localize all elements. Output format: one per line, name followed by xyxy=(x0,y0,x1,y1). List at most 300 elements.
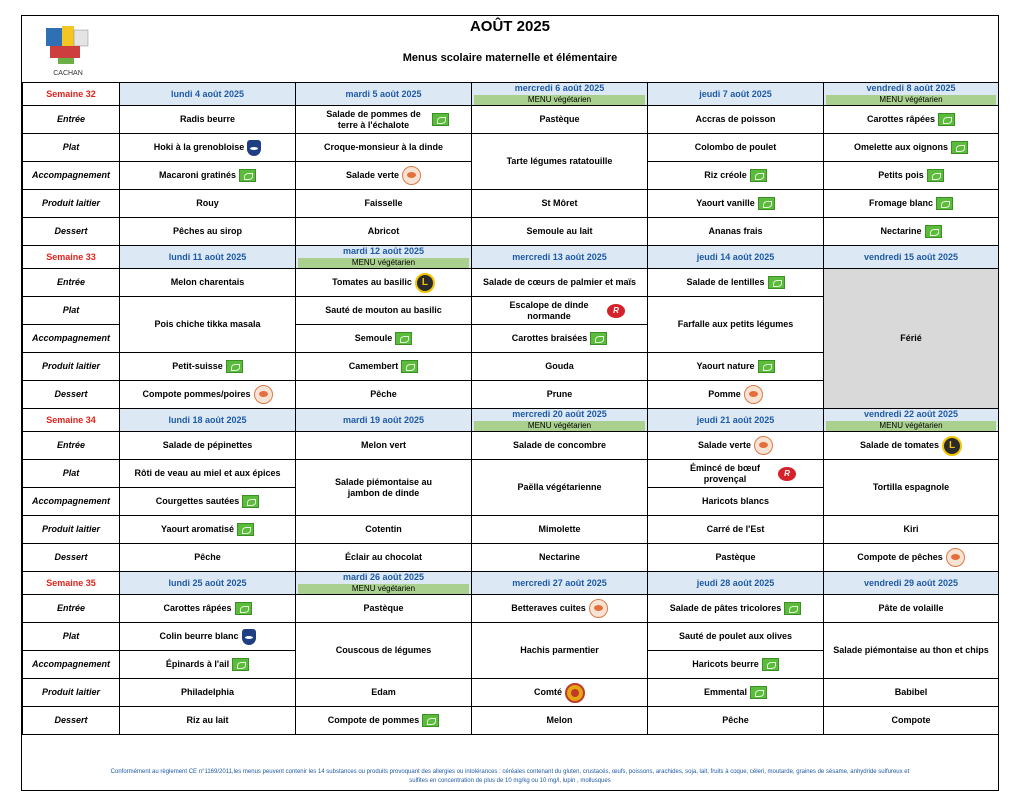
produit-laitier-row xyxy=(23,679,999,707)
menu-cell xyxy=(648,651,824,679)
week-label: Semaine 35 xyxy=(23,572,120,595)
footnote-line-1: Conformément au règlement CE n°1169/2011,les menus peuvent contenir les 14 substances ou produits provoquant des allergies ou intolérances : céréales contenant du gluten, crustacés, œufs, poissons, arachides, soja, lait, fruits à coque, céleri, moutarde, graines de sésame, anhydride sulfureux et xyxy=(110,769,910,775)
dish-name: Compote de pêches xyxy=(857,552,943,562)
dish-name: Comté xyxy=(533,687,562,697)
week-label: Semaine 33 xyxy=(23,246,120,269)
menu-cell xyxy=(296,353,472,381)
dish-name: Nectarine xyxy=(538,552,581,562)
menu-cell xyxy=(824,460,999,516)
dish-name: Salade piémontaise au thon et chips xyxy=(833,645,989,655)
day-header xyxy=(296,246,472,269)
row-label-produit-laitier: Produit laitier xyxy=(23,190,120,218)
plat-row xyxy=(23,460,999,488)
dish-name: Nectarine xyxy=(880,226,922,236)
week-header-row xyxy=(23,83,999,106)
menu-cell xyxy=(824,516,999,544)
dish-name: Yaourt nature xyxy=(696,361,755,371)
menu-cell xyxy=(824,432,999,460)
dish-name: Petit-suisse xyxy=(172,361,223,371)
plat-row xyxy=(23,623,999,651)
menu-cell xyxy=(648,595,824,623)
menu-cell xyxy=(648,623,824,651)
day-header xyxy=(648,246,824,269)
dish-name: Melon charentais xyxy=(170,277,245,287)
day-title: jeudi 14 août 2025 xyxy=(696,251,775,262)
aop-seal-icon xyxy=(565,683,585,703)
day-title: mercredi 27 août 2025 xyxy=(512,577,607,588)
menu-cell xyxy=(120,134,296,162)
vegetarian-menu-banner: MENU végétarien xyxy=(298,258,469,268)
day-header xyxy=(648,409,824,432)
menu-cell xyxy=(472,432,648,460)
dish-name: Salade piémontaise au jambon de dinde xyxy=(334,476,433,498)
dish-name: Hachis parmentier xyxy=(520,645,599,655)
dish-name: Escalope de dinde normande xyxy=(509,299,589,321)
local-product-icon xyxy=(402,166,421,185)
day-header xyxy=(472,409,648,432)
week-label: Semaine 32 xyxy=(23,83,120,106)
day-header xyxy=(824,409,999,432)
menu-cell xyxy=(824,190,999,218)
bio-leaf-icon xyxy=(242,495,259,508)
row-label-dessert: Dessert xyxy=(23,544,120,572)
row-label-dessert: Dessert xyxy=(23,381,120,409)
entree-row xyxy=(23,595,999,623)
dish-name: Pêche xyxy=(194,552,221,562)
day-title: vendredi 29 août 2025 xyxy=(863,577,959,588)
menu-cell xyxy=(824,106,999,134)
dish-name: Betteraves cuites xyxy=(511,603,586,613)
entree-row xyxy=(23,106,999,134)
label-rouge-icon: R xyxy=(778,467,796,481)
dish-name: Melon vert xyxy=(360,440,406,450)
menu-cell xyxy=(824,623,999,679)
bio-leaf-icon xyxy=(432,113,449,126)
dish-name: Couscous de légumes xyxy=(335,645,432,655)
vegetarian-menu-banner: MENU végétarien xyxy=(474,95,645,105)
menu-cell xyxy=(648,297,824,353)
row-label-entree: Entrée xyxy=(23,106,120,134)
menu-cell xyxy=(296,325,472,353)
menu-cell xyxy=(296,269,472,297)
footnote-line-2: sulfites en concentration de plus de 10 mg/kg ou 10 mg/l, lupin , mollusques xyxy=(409,778,611,784)
vegetarian-menu-banner: MENU végétarien xyxy=(826,421,996,431)
menu-cell xyxy=(824,218,999,246)
menu-cell xyxy=(296,106,472,134)
menu-cell xyxy=(120,353,296,381)
menu-cell xyxy=(824,707,999,735)
day-header xyxy=(824,83,999,106)
dish-name: Salade verte xyxy=(345,170,400,180)
menu-cell xyxy=(648,353,824,381)
dish-name: Hoki à la grenobloise xyxy=(153,142,245,152)
menu-cell xyxy=(120,460,296,488)
bio-leaf-icon xyxy=(925,225,942,238)
dish-name: Pomme xyxy=(708,389,741,399)
dish-name: Fromage blanc xyxy=(868,198,933,208)
local-product-icon xyxy=(589,599,608,618)
menu-cell xyxy=(296,544,472,572)
entree-row xyxy=(23,269,999,297)
menu-cell xyxy=(472,679,648,707)
row-label-accompagnement: Accompagnement xyxy=(23,325,120,353)
menu-cell xyxy=(472,269,648,297)
dish-name: Pastèque xyxy=(539,114,580,124)
dish-name: Emmental xyxy=(703,687,747,697)
day-title: jeudi 7 août 2025 xyxy=(699,88,772,99)
dish-name: Salade de pâtes tricolores xyxy=(669,603,782,613)
menu-cell xyxy=(648,544,824,572)
bio-leaf-icon xyxy=(590,332,607,345)
menu-cell xyxy=(472,623,648,679)
bio-leaf-icon xyxy=(401,360,418,373)
bio-leaf-icon xyxy=(239,169,256,182)
menu-cell xyxy=(648,707,824,735)
dish-name: Sauté de mouton au basilic xyxy=(325,305,442,315)
local-product-icon xyxy=(254,385,273,404)
dish-name: Babibel xyxy=(894,687,928,697)
day-title: vendredi 15 août 2025 xyxy=(863,251,959,262)
menu-cell xyxy=(296,190,472,218)
day-title: mardi 19 août 2025 xyxy=(342,414,425,425)
menu-cell xyxy=(120,707,296,735)
menu-cell xyxy=(120,162,296,190)
dish-name: Salade de cœurs de palmier et maïs xyxy=(482,277,637,287)
dish-name: Petits pois xyxy=(878,170,924,180)
day-header xyxy=(824,572,999,595)
dish-name: St Môret xyxy=(541,198,578,208)
menu-cell xyxy=(648,190,824,218)
dish-name: Riz créole xyxy=(704,170,747,180)
bio-leaf-icon xyxy=(927,169,944,182)
dish-name: Riz au lait xyxy=(186,715,229,725)
menu-cell xyxy=(824,544,999,572)
menu-cell xyxy=(648,432,824,460)
dish-name: Radis beurre xyxy=(179,114,236,124)
day-header xyxy=(120,83,296,106)
dish-name: Colin beurre blanc xyxy=(159,631,239,641)
bio-leaf-icon xyxy=(762,658,779,671)
day-title: lundi 4 août 2025 xyxy=(170,88,245,99)
menu-cell xyxy=(120,432,296,460)
bio-leaf-icon xyxy=(768,276,785,289)
menu-cell xyxy=(648,269,824,297)
vegetarian-menu-banner: MENU végétarien xyxy=(826,95,996,105)
dish-name: Carré de l'Est xyxy=(706,524,765,534)
menu-cell xyxy=(120,488,296,516)
dish-name: Camembert xyxy=(348,361,399,371)
bio-leaf-icon xyxy=(237,523,254,536)
week-header-row xyxy=(23,409,999,432)
day-title: lundi 11 août 2025 xyxy=(168,251,247,262)
dish-name: Éclair au chocolat xyxy=(344,552,423,562)
dish-name: Paëlla végétarienne xyxy=(517,482,602,492)
dish-name: Farfalle aux petits légumes xyxy=(677,319,794,329)
dish-name: Pêches au sirop xyxy=(172,226,243,236)
day-title: jeudi 21 août 2025 xyxy=(696,414,775,425)
dessert-row xyxy=(23,218,999,246)
menu-cell xyxy=(472,190,648,218)
allergen-footnote xyxy=(22,768,998,786)
dish-name: Omelette aux oignons xyxy=(853,142,949,152)
row-label-accompagnement: Accompagnement xyxy=(23,162,120,190)
menu-cell xyxy=(472,460,648,516)
row-label-plat: Plat xyxy=(23,134,120,162)
menu-cell xyxy=(472,544,648,572)
day-header xyxy=(120,246,296,269)
dessert-row xyxy=(23,544,999,572)
menu-cell xyxy=(296,595,472,623)
dish-name: Haricots beurre xyxy=(692,659,759,669)
dish-name: Rôti de veau au miel et aux épices xyxy=(134,468,281,478)
bio-leaf-icon xyxy=(235,602,252,615)
menu-cell xyxy=(648,134,824,162)
sustainable-fish-icon xyxy=(247,140,261,156)
week-header-row xyxy=(23,246,999,269)
bio-leaf-icon xyxy=(750,686,767,699)
menu-cell xyxy=(472,516,648,544)
dish-name: Faisselle xyxy=(364,198,403,208)
dessert-row xyxy=(23,707,999,735)
menu-cell xyxy=(296,134,472,162)
menu-cell xyxy=(296,460,472,516)
menu-cell xyxy=(648,460,824,488)
menu-cell xyxy=(120,516,296,544)
day-title: mercredi 20 août 2025 xyxy=(512,409,607,419)
day-header xyxy=(296,83,472,106)
label-l-icon: L xyxy=(942,436,962,456)
holiday-cell xyxy=(824,269,999,409)
bio-leaf-icon xyxy=(395,332,412,345)
dish-name: Cotentin xyxy=(365,524,402,534)
menu-cell xyxy=(120,679,296,707)
menu-table xyxy=(22,82,999,735)
menu-cell xyxy=(296,516,472,544)
local-product-icon xyxy=(754,436,773,455)
row-label-produit-laitier: Produit laitier xyxy=(23,353,120,381)
menu-cell xyxy=(472,353,648,381)
dish-name: Philadelphia xyxy=(180,687,234,697)
menu-cell xyxy=(648,516,824,544)
dish-name: Carottes râpées xyxy=(866,114,936,124)
menu-cell xyxy=(120,381,296,409)
vegetarian-menu-banner: MENU végétarien xyxy=(298,584,469,594)
page-subtitle: Menus scolaire maternelle et élémentaire xyxy=(402,52,618,64)
title-area xyxy=(22,16,998,82)
dish-name: Rouy xyxy=(196,198,219,208)
produit-laitier-row xyxy=(23,190,999,218)
menu-cell xyxy=(296,707,472,735)
day-title: mardi 5 août 2025 xyxy=(345,88,422,99)
menu-cell xyxy=(120,544,296,572)
day-title: vendredi 8 août 2025 xyxy=(866,83,956,93)
day-title: lundi 25 août 2025 xyxy=(168,577,247,588)
row-label-accompagnement: Accompagnement xyxy=(23,488,120,516)
menu-cell xyxy=(296,432,472,460)
day-header xyxy=(648,572,824,595)
menu-cell xyxy=(296,623,472,679)
menu-cell xyxy=(120,595,296,623)
day-title: mercredi 6 août 2025 xyxy=(514,83,605,93)
day-title: mercredi 13 août 2025 xyxy=(512,251,607,262)
menu-cell xyxy=(824,595,999,623)
dish-name: Semoule au lait xyxy=(526,226,593,236)
row-label-produit-laitier: Produit laitier xyxy=(23,679,120,707)
menu-cell xyxy=(472,595,648,623)
dish-name: Croque-monsieur à la dinde xyxy=(323,142,444,152)
dish-name: Salade de concombre xyxy=(512,440,607,450)
row-label-entree: Entrée xyxy=(23,269,120,297)
day-header xyxy=(296,572,472,595)
day-header xyxy=(472,246,648,269)
holiday-label: Férié xyxy=(900,333,922,343)
dish-name: Sauté de poulet aux olives xyxy=(678,631,793,641)
dish-name: Yaourt aromatisé xyxy=(160,524,235,534)
menu-cell xyxy=(648,381,824,409)
bio-leaf-icon xyxy=(232,658,249,671)
dish-name: Salade de pommes de terre à l'échalote xyxy=(326,108,421,130)
menu-cell xyxy=(120,106,296,134)
day-title: mardi 26 août 2025 xyxy=(342,572,425,582)
day-header xyxy=(120,572,296,595)
day-title: jeudi 28 août 2025 xyxy=(696,577,775,588)
dish-name: Carottes braisées xyxy=(511,333,588,343)
produit-laitier-row xyxy=(23,516,999,544)
day-header xyxy=(648,83,824,106)
svg-text:CACHAN: CACHAN xyxy=(53,70,83,77)
row-label-plat: Plat xyxy=(23,623,120,651)
day-header xyxy=(472,572,648,595)
plat-row xyxy=(23,134,999,162)
dish-name: Gouda xyxy=(545,361,574,371)
menu-cell xyxy=(824,134,999,162)
menu-sheet xyxy=(21,15,999,791)
local-product-icon xyxy=(744,385,763,404)
bio-leaf-icon xyxy=(226,360,243,373)
local-product-icon xyxy=(946,548,965,567)
label-rouge-icon: R xyxy=(607,304,625,318)
bio-leaf-icon xyxy=(750,169,767,182)
menu-cell xyxy=(296,162,472,190)
dish-name: Semoule xyxy=(354,333,393,343)
menu-cell xyxy=(472,707,648,735)
menu-cell xyxy=(824,679,999,707)
dish-name: Melon xyxy=(546,715,573,725)
dish-name: Pâte de volaille xyxy=(878,603,944,613)
dish-name: Mimolette xyxy=(538,524,581,534)
dish-name: Macaroni gratinés xyxy=(158,170,237,180)
dish-name: Tarte légumes ratatouille xyxy=(506,156,613,166)
week-label: Semaine 34 xyxy=(23,409,120,432)
dish-name: Yaourt vanille xyxy=(696,198,755,208)
dish-name: Salade de tomates xyxy=(859,440,940,450)
menu-cell xyxy=(120,218,296,246)
menu-cell xyxy=(120,269,296,297)
bio-leaf-icon xyxy=(938,113,955,126)
dish-name: Pois chiche tikka masala xyxy=(154,319,261,329)
bio-leaf-icon xyxy=(758,360,775,373)
sustainable-fish-icon xyxy=(242,629,256,645)
vegetarian-menu-banner: MENU végétarien xyxy=(474,421,645,431)
row-label-dessert: Dessert xyxy=(23,707,120,735)
dish-name: Compote pommes/poires xyxy=(142,389,251,399)
dish-name: Kiri xyxy=(903,524,919,534)
dish-name: Accras de poisson xyxy=(695,114,776,124)
menu-cell xyxy=(472,106,648,134)
bio-leaf-icon xyxy=(936,197,953,210)
dish-name: Salade de lentilles xyxy=(686,277,765,287)
dish-name: Compote de pommes xyxy=(327,715,420,725)
menu-cell xyxy=(472,218,648,246)
dish-name: Pastèque xyxy=(715,552,756,562)
row-label-dessert: Dessert xyxy=(23,218,120,246)
bio-leaf-icon xyxy=(758,197,775,210)
dish-name: Tortilla espagnole xyxy=(872,482,950,492)
dish-name: Compote xyxy=(891,715,931,725)
dish-name: Tomates au basilic xyxy=(332,277,412,287)
dish-name: Pêche xyxy=(370,389,397,399)
day-header xyxy=(296,409,472,432)
menu-cell xyxy=(648,162,824,190)
day-title: mardi 12 août 2025 xyxy=(342,246,425,256)
menu-cell xyxy=(120,297,296,353)
menu-cell xyxy=(648,106,824,134)
dish-name: Colombo de poulet xyxy=(694,142,777,152)
menu-cell xyxy=(120,190,296,218)
day-title: vendredi 22 août 2025 xyxy=(863,409,959,419)
dish-name: Ananas frais xyxy=(708,226,763,236)
day-header xyxy=(120,409,296,432)
bio-leaf-icon xyxy=(422,714,439,727)
dish-name: Prune xyxy=(546,389,573,399)
row-label-produit-laitier: Produit laitier xyxy=(23,516,120,544)
dish-name: Émincé de bœuf provençal xyxy=(689,462,760,484)
row-label-entree: Entrée xyxy=(23,595,120,623)
row-label-entree: Entrée xyxy=(23,432,120,460)
menu-cell xyxy=(296,381,472,409)
entree-row xyxy=(23,432,999,460)
dish-name: Pêche xyxy=(722,715,749,725)
bio-leaf-icon xyxy=(951,141,968,154)
row-label-accompagnement: Accompagnement xyxy=(23,651,120,679)
menu-cell xyxy=(120,623,296,651)
day-title: lundi 18 août 2025 xyxy=(168,414,247,425)
dish-name: Carottes râpées xyxy=(163,603,232,613)
menu-cell xyxy=(648,488,824,516)
week-header-row xyxy=(23,572,999,595)
row-label-plat: Plat xyxy=(23,297,120,325)
dish-name: Abricot xyxy=(367,226,400,236)
menu-cell xyxy=(472,325,648,353)
menu-cell xyxy=(472,134,648,190)
menu-cell xyxy=(296,297,472,325)
dish-name: Haricots blancs xyxy=(701,496,770,506)
menu-cell xyxy=(648,679,824,707)
dish-name: Épinards à l'ail xyxy=(165,659,230,669)
day-header xyxy=(472,83,648,106)
menu-cell xyxy=(472,381,648,409)
page-title: AOÛT 2025 xyxy=(469,18,551,35)
day-header xyxy=(824,246,999,269)
row-label-plat: Plat xyxy=(23,460,120,488)
menu-cell xyxy=(648,218,824,246)
dish-name: Courgettes sautées xyxy=(155,496,240,506)
dish-name: Salade verte xyxy=(697,440,752,450)
menu-cell xyxy=(120,651,296,679)
menu-cell xyxy=(296,218,472,246)
dish-name: Edam xyxy=(371,687,396,697)
menu-cell xyxy=(824,162,999,190)
